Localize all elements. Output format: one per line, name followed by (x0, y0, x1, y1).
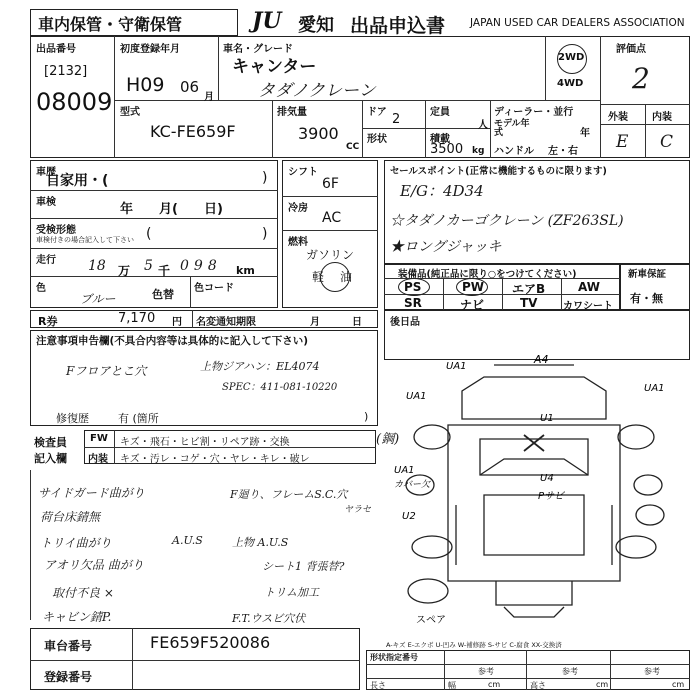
equip-tv: TV (520, 296, 538, 310)
lot-bracket: [2132] (44, 64, 88, 79)
car-grade: タダノクレーン (258, 81, 376, 101)
shift-value: 6F (322, 176, 339, 192)
mileage-unit-km: km (236, 264, 255, 277)
ac-value: AC (322, 210, 342, 226)
ju-logo: JU (252, 8, 282, 34)
cm-unit-1: cm (488, 680, 501, 689)
sales-point-3: ★ロングジャッキ (390, 239, 502, 255)
handle-label: ハンドル (494, 146, 534, 157)
year-unit: 年 (580, 128, 590, 139)
mileage-sen: 5 (144, 258, 153, 274)
shape-spec-label: 形状指定番号 (370, 653, 418, 662)
notes-title: 注意事項申告欄(不具合内容等は具体的に記入して下さい) (36, 335, 309, 347)
drive-2wd: 2WD (558, 52, 585, 63)
mileage-unit-sen: 千 (158, 264, 171, 278)
car-name: キャンター (232, 57, 317, 77)
length-label: 長さ (370, 681, 386, 690)
model-label: 型式 (120, 107, 140, 118)
fw-note: (鋼) (376, 432, 400, 447)
exterior-grade: E (616, 132, 629, 152)
interior-items: キズ・汚レ・コゲ・穴・ヤレ・キレ・破レ (120, 454, 310, 465)
color-label: 色 (36, 283, 46, 294)
equipment-title: 装備品(純正品に限り○をつけてください) (398, 269, 577, 280)
new-car-value: 有・無 (630, 292, 663, 305)
form-title: 出品申込書 (350, 15, 446, 37)
diagram-label-spare: スペア (416, 615, 446, 626)
finding-10: トリム加工 (264, 586, 319, 599)
r-ticket-yen: 円 (172, 317, 182, 328)
lot-number-label: 出品番号 (36, 44, 76, 55)
interior-label: 内装 (652, 112, 672, 123)
equip-pw-circle (456, 278, 488, 296)
capacity-unit: 人 (478, 120, 488, 131)
diagram-label-ua1-right: UA1 (644, 383, 665, 394)
displacement-value: 3900 (298, 124, 339, 143)
dealer-label: ディーラー・並行 (494, 107, 574, 118)
notice-month: 月 (310, 317, 320, 328)
association-name: JAPAN USED CAR DEALERS ASSOCIATION (470, 17, 685, 29)
r-ticket-label: R券 (38, 315, 58, 328)
finding-7b: ヤラセ (344, 505, 372, 515)
finding-3: トリイ曲がり (40, 536, 112, 550)
diagram-label-ua1-side: UA1 (394, 465, 415, 476)
model-year-label: モデル年式 (494, 119, 530, 138)
notes-line-3: SPEC：411-081-10220 (222, 382, 338, 393)
transfer-close: ) (262, 226, 268, 242)
transfer-paren: ( (146, 226, 152, 242)
mileage-man: 18 (88, 258, 106, 274)
entry-label: 記入欄 (34, 452, 67, 465)
diagram-label-ua1-left: UA1 (406, 391, 427, 402)
diagram-label-ua1-top: UA1 (446, 361, 467, 372)
storage-title: 車内保管・守衛保管 (38, 15, 183, 34)
cm-unit-3: cm (672, 680, 685, 689)
finding-9: シート1 背張替? (262, 560, 345, 573)
doors-label: ドア (367, 107, 387, 118)
sales-points-title: セールスポイント(正常に機能するものに限ります) (390, 166, 607, 177)
repair-label: 修復歴 (56, 412, 89, 425)
new-car-label: 新車保証 (628, 269, 667, 280)
finding-1: サイドガード曲がり (38, 486, 145, 500)
equip-ps: PS (404, 280, 422, 294)
ref-label-2: 参考 (562, 667, 578, 676)
org-name: 愛知 (298, 15, 334, 36)
diagram-label-a4: A4 (534, 355, 549, 366)
equip-kawa: カワシート (563, 301, 613, 312)
repair-close: ) (364, 410, 369, 423)
shift-label: シフト (288, 167, 318, 178)
width-label: 幅 (448, 681, 456, 690)
sales-point-2: ☆タダノカーゴクレーン (ZF263SL) (390, 213, 624, 229)
finding-6: キャビン錆P. (42, 610, 112, 624)
finding-11: F.T.ウスビ穴伏 (232, 612, 306, 625)
displacement-label: 排気量 (277, 107, 307, 118)
later-items-block (384, 310, 690, 360)
load-value: 3500 (430, 142, 464, 157)
score-value: 2 (632, 62, 650, 95)
drive-4wd: 4WD (557, 78, 584, 89)
reg-number-label: 登録番号 (44, 670, 93, 684)
shaken-label: 車検 (36, 197, 56, 208)
equip-navi: ナビ (460, 298, 485, 312)
finding-2: 荷台床錆無 (40, 510, 101, 524)
notes-line-2: 上物ジアハン：EL4074 (200, 360, 320, 373)
fuel-label: 燃料 (288, 237, 308, 248)
later-items-label: 後日品 (390, 317, 420, 328)
mileage-rest: 098 (180, 258, 222, 274)
load-label: 積載 (430, 134, 450, 145)
history-label: 車歴 (36, 167, 56, 178)
notice-label: 名変通知期限 (196, 317, 256, 328)
chassis-label: 車台番号 (44, 639, 93, 653)
truck-damage-diagram (384, 355, 694, 645)
finding-7: F廻り、フレームS.C.穴 (230, 488, 348, 501)
capacity-label: 定員 (430, 107, 450, 118)
interior-grade: C (660, 132, 674, 152)
doors-value: 2 (392, 112, 401, 127)
finding-3b: A.U.S (172, 534, 203, 547)
color-value: ブルー (80, 292, 116, 306)
first-reg-label: 初度登録年月 (120, 44, 180, 55)
color-code-label: 色コード (194, 283, 234, 294)
damage-legend: A-キズ E-エクボ U-凹み W-補修跡 S-サビ C-腐食 XX-交換済 (386, 641, 562, 649)
fuel-light: 軽 (312, 270, 325, 284)
chassis-number: FE659F520086 (150, 633, 271, 652)
fw-label: FW (90, 433, 108, 444)
car-name-label: 車名・グレード (223, 44, 293, 55)
mileage-label: 走行 (36, 255, 56, 266)
repair-value: 有 (箇所 (118, 412, 159, 425)
diagram-label-cover: カバー欠 (394, 480, 431, 490)
fuel-gas: ガソリン (306, 248, 355, 262)
diagram-label-u2: U2 (402, 511, 416, 522)
diagram-label-rust: Pサビ (538, 491, 565, 502)
equip-aw: AW (578, 280, 600, 294)
finding-4: アオリ欠品 曲がり (44, 558, 144, 572)
height-label: 高さ (530, 681, 546, 690)
equip-pw: PW (462, 280, 485, 294)
ac-label: 冷房 (288, 203, 308, 214)
inspector-label: 検査員 (34, 436, 67, 449)
history-value: 自家用・( (46, 173, 109, 189)
transfer-sub: 車検付きの場合記入して下さい (36, 236, 134, 244)
first-reg-year: H09 (126, 74, 165, 96)
diagram-label-u1: U1 (540, 413, 554, 424)
equip-airbag: エアB (512, 282, 546, 296)
transfer-label: 受検形態 (36, 225, 76, 236)
interior-row-label: 内装 (88, 454, 108, 465)
score-label: 評価点 (616, 44, 646, 55)
notes-line-1: Fフロアとこ穴 (66, 364, 147, 378)
cm-unit-2: cm (596, 680, 609, 689)
diagram-label-u4: U4 (540, 473, 554, 484)
notice-day: 日 (352, 317, 362, 328)
equip-ps-circle (398, 278, 430, 296)
model-value: KC-FE659F (150, 122, 236, 141)
cc-unit: CC (346, 142, 360, 152)
shape-label: 形状 (367, 134, 387, 145)
history-close: ) (262, 170, 268, 186)
mileage-unit-man: 万 (118, 264, 131, 278)
lot-number: 08009 (36, 88, 113, 116)
ref-label-3: 参考 (644, 667, 660, 676)
month-unit: 月 (204, 92, 214, 103)
fuel-diesel: 油 (340, 270, 353, 284)
finding-8: 上物 A.U.S (232, 536, 289, 549)
equip-sr: SR (404, 296, 422, 310)
exterior-label: 外装 (608, 112, 628, 123)
color-change-label: 色替 (152, 288, 174, 301)
fw-items: キズ・飛石・ヒビ割・リペア跡・交換 (120, 437, 290, 448)
handle-value: 左・右 (548, 146, 578, 157)
r-ticket-amount: 7,170 (118, 311, 156, 326)
first-reg-month: 06 (180, 78, 200, 96)
shaken-value: 年 月( 日) (120, 202, 223, 217)
sales-point-1: E/G：4D34 (400, 182, 484, 200)
load-unit: kg (472, 146, 485, 156)
finding-5: 取付不良 × (52, 586, 114, 600)
ref-label-1: 参考 (478, 667, 494, 676)
